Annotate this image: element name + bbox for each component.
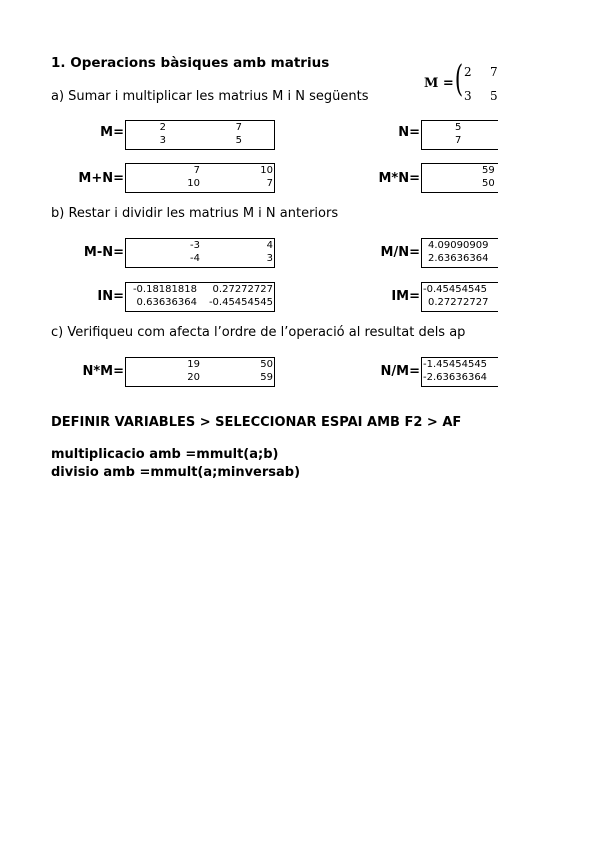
cell: -1.45454545 <box>423 359 488 370</box>
section-a-heading: a) Sumar i multiplicar les matrius M i N següents <box>51 89 369 104</box>
matrix-n-div-m <box>421 357 498 387</box>
matrix-m-times-n <box>421 163 498 193</box>
matrix-inverse-m-label: IM= <box>391 289 420 304</box>
matrix-m-plus-n <box>125 163 275 193</box>
matrix-n-label: N= <box>398 125 420 140</box>
matrix-inverse-n <box>125 282 275 312</box>
matrix-n-times-m <box>125 357 275 387</box>
formula-r2c1: 3 <box>464 89 472 103</box>
cell: 10 <box>187 178 200 189</box>
cell: 7 <box>193 165 200 176</box>
cell: -0.45454545 <box>208 297 273 308</box>
cell: -0.18181818 <box>132 284 197 295</box>
cell: 2 <box>159 122 166 133</box>
cell: 20 <box>187 372 200 383</box>
cell: 2.63636364 <box>428 253 489 264</box>
cell: 19 <box>187 359 200 370</box>
cell: 7 <box>455 135 462 146</box>
note-define-variables: DEFINIR VARIABLES > SELECCIONAR ESPAI AMB F2 > AF <box>51 415 462 430</box>
formula-paren-left: ( <box>454 59 464 100</box>
matrix-inverse-m <box>421 282 498 312</box>
matrix-inverse-n-label: IN= <box>97 289 124 304</box>
cell: 10 <box>260 165 273 176</box>
cell: -2.63636364 <box>423 372 488 383</box>
cell: 3 <box>266 253 273 264</box>
note-multiplication: multiplicacio amb =mmult(a;b) <box>51 447 279 462</box>
formula-r2c2: 5 <box>490 89 498 103</box>
cell: -0.45454545 <box>423 284 488 295</box>
cell: 50 <box>482 178 495 189</box>
matrix-m-plus-n-label: M+N= <box>78 171 124 186</box>
cell: 50 <box>260 359 273 370</box>
formula-r1c1: 2 <box>464 65 472 79</box>
matrix-m-div-n-label: M/N= <box>380 245 420 260</box>
cell: 59 <box>260 372 273 383</box>
matrix-m-minus-n <box>125 238 275 268</box>
cell: 4.09090909 <box>428 240 489 251</box>
cell: -4 <box>190 253 200 264</box>
cell: 5 <box>235 135 242 146</box>
cell: 7 <box>266 178 273 189</box>
section-c-heading: c) Verifiqueu com afecta l’ordre de l’operació al resultat dels ap <box>51 325 466 340</box>
cell: 0.27272727 <box>212 284 273 295</box>
cell: 3 <box>159 135 166 146</box>
page-title: 1. Operacions bàsiques amb matrius <box>51 55 330 71</box>
matrix-m-div-n <box>421 238 498 268</box>
cell: 0.27272727 <box>428 297 489 308</box>
formula-label: M = <box>424 76 454 91</box>
matrix-n <box>421 120 498 150</box>
formula-r1c2: 7 <box>490 65 498 79</box>
cell: -3 <box>190 240 200 251</box>
cell: 0.63636364 <box>136 297 197 308</box>
matrix-m-times-n-label: M*N= <box>378 171 420 186</box>
matrix-m <box>125 120 275 150</box>
matrix-n-div-m-label: N/M= <box>380 364 420 379</box>
note-division: divisio amb =mmult(a;minversab) <box>51 465 301 480</box>
cell: 5 <box>455 122 462 133</box>
cell: 7 <box>235 122 242 133</box>
matrix-m-minus-n-label: M-N= <box>83 245 124 260</box>
matrix-m-label: M= <box>100 125 124 140</box>
section-b-heading: b) Restar i dividir les matrius M i N anteriors <box>51 206 339 221</box>
cell: 59 <box>482 165 495 176</box>
matrix-n-times-m-label: N*M= <box>82 364 124 379</box>
cell: 4 <box>266 240 273 251</box>
